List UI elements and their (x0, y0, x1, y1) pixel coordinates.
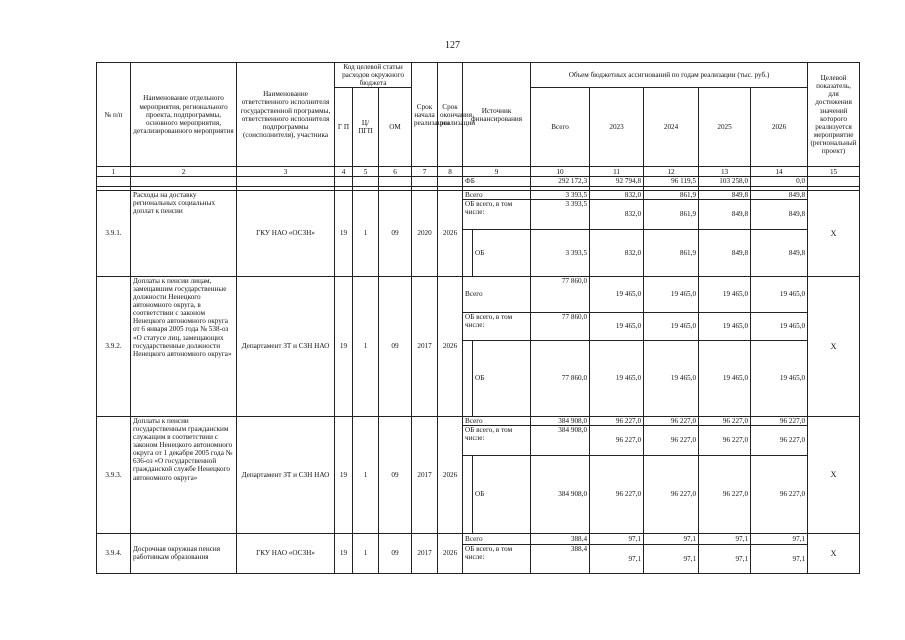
budget-table (96, 62, 860, 574)
item-gp: 19 (335, 276, 353, 416)
item-start: 2020 (412, 190, 438, 276)
item-target: Х (808, 416, 860, 533)
table-row (97, 416, 860, 425)
ob-all-total: 384 908,0 (531, 425, 590, 455)
total-2025: 96 227,0 (699, 416, 751, 425)
total-2023: 96 227,0 (590, 416, 644, 425)
col-number: 11 (590, 167, 644, 177)
total-2026: 849,8 (751, 190, 808, 199)
header-name: Наименование отдельного мероприятия, регионального проекта, подпрограммы, основного мероприятия, детализированного мероприятия (131, 63, 237, 167)
ob-all-2026: 19 465,0 (751, 312, 808, 340)
total-2024: 19 465,0 (644, 276, 699, 312)
total-2025: 97,1 (699, 533, 751, 544)
item-name: Доплаты к пенсии государственным гражданским служащим в соответствии с законом Ненецкого автономного округа от 1 декабря 2005 года № 636-оз «О государственной гражданской службе Ненецкого автономного округа» (131, 416, 237, 533)
ob-2023: 832,0 (590, 229, 644, 276)
item-name: Доплаты к пенсии лицам, замещавшим государственные должности Ненецкого автономного округа, в соответствии с законом Ненецкого автономного округа от 6 января 2005 года № 538-оз «О статусе лиц, замещающих государственные должности Ненецкого автономного округа» (131, 276, 237, 416)
col-number: 9 (463, 167, 531, 177)
ob-all-2025: 96 227,0 (699, 425, 751, 455)
header-year-2023: 2023 (590, 88, 644, 167)
source-total: Всего (463, 533, 531, 544)
item-gp: 19 (335, 416, 353, 533)
header-start: Срок начала реализации (412, 63, 438, 167)
header-volume: Объем бюджетных ассигнований по годам реализации (тыс. руб.) (531, 63, 808, 88)
header-gp: Г П (335, 88, 353, 167)
col-number: 7 (412, 167, 438, 177)
header-year-2025: 2025 (699, 88, 751, 167)
item-executor: Департамент ЗТ и СЗН НАО (237, 276, 335, 416)
header-executor: Наименование ответственного исполнителя государственной программы, ответственного исполнителя подпрограммы (соисполнителя), участника (237, 63, 335, 167)
total-all: 388,4 (531, 533, 590, 544)
total-2024: 861,9 (644, 190, 699, 199)
source-ob-all: ОБ всего, в том числе: (463, 312, 531, 340)
ob-total: 384 908,0 (531, 455, 590, 533)
ob-all-2025: 849,8 (699, 199, 751, 229)
header-year-2024: 2024 (644, 88, 699, 167)
ob-2023: 19 465,0 (590, 340, 644, 416)
item-pgp: 1 (353, 533, 379, 573)
item-end: 2026 (438, 533, 463, 573)
total-2026: 96 227,0 (751, 416, 808, 425)
col-number: 14 (751, 167, 808, 177)
table-row (97, 276, 860, 312)
total-2024: 96 227,0 (644, 416, 699, 425)
item-start: 2017 (412, 276, 438, 416)
ob-2026: 96 227,0 (751, 455, 808, 533)
total-2024: 97,1 (644, 533, 699, 544)
fb-2023: 92 794,8 (590, 177, 644, 186)
item-om: 09 (379, 190, 412, 276)
ob-2025: 96 227,0 (699, 455, 751, 533)
ob-2026: 849,8 (751, 229, 808, 276)
source-total: Всего (463, 276, 531, 312)
item-end: 2026 (438, 190, 463, 276)
col-number: 1 (97, 167, 131, 177)
ob-all-2024: 861,9 (644, 199, 699, 229)
col-number: 10 (531, 167, 590, 177)
source-total: Всего (463, 416, 531, 425)
total-all: 384 908,0 (531, 416, 590, 425)
header-pgp: Ц/ ПГП (353, 88, 379, 167)
source-total: Всего (463, 190, 531, 199)
ob-all-2024: 97,1 (644, 544, 699, 573)
table-row (97, 533, 860, 544)
col-number: 2 (131, 167, 237, 177)
ob-all-2024: 96 227,0 (644, 425, 699, 455)
ob-all-total: 77 860,0 (531, 312, 590, 340)
item-number: 3.9.4. (97, 533, 131, 573)
ob-2025: 19 465,0 (699, 340, 751, 416)
ob-all-2026: 97,1 (751, 544, 808, 573)
ob-all-2023: 19 465,0 (590, 312, 644, 340)
ob-2026: 19 465,0 (751, 340, 808, 416)
total-all: 77 860,0 (531, 276, 590, 312)
item-executor: ГКУ НАО «ОСЗН» (237, 533, 335, 573)
source-ob: ОБ (473, 229, 531, 276)
header-total: Всего (531, 88, 590, 167)
fb-2025: 103 258,0 (699, 177, 751, 186)
item-om: 09 (379, 416, 412, 533)
item-number: 3.9.2. (97, 276, 131, 416)
ob-total: 77 860,0 (531, 340, 590, 416)
total-2023: 19 465,0 (590, 276, 644, 312)
ob-all-2026: 849,8 (751, 199, 808, 229)
ob-2024: 861,9 (644, 229, 699, 276)
total-2026: 97,1 (751, 533, 808, 544)
col-number: 12 (644, 167, 699, 177)
item-pgp: 1 (353, 190, 379, 276)
col-number: 6 (379, 167, 412, 177)
source-ob: ОБ (473, 340, 531, 416)
item-om: 09 (379, 276, 412, 416)
total-all: 3 393,5 (531, 190, 590, 199)
item-pgp: 1 (353, 416, 379, 533)
total-2023: 832,0 (590, 190, 644, 199)
source-fb: ФБ (463, 177, 531, 186)
ob-all-2023: 97,1 (590, 544, 644, 573)
item-executor: Департамент ЗТ и СЗН НАО (237, 416, 335, 533)
page-number: 127 (445, 40, 460, 51)
header-code: Код целевой статьи расходов окружного бюджета (335, 63, 412, 88)
item-end: 2026 (438, 276, 463, 416)
col-number: 13 (699, 167, 751, 177)
header-num: № п/п (97, 63, 131, 167)
header-target: Целевой показатель, для достижения значений которого реализуется мероприятие (региональный проект) (808, 63, 860, 167)
ob-all-2026: 96 227,0 (751, 425, 808, 455)
fb-total: 292 172,3 (531, 177, 590, 186)
item-number: 3.9.3. (97, 416, 131, 533)
col-number: 8 (438, 167, 463, 177)
item-start: 2017 (412, 533, 438, 573)
item-target: Х (808, 533, 860, 573)
header-year-2026: 2026 (751, 88, 808, 167)
source-ob-all: ОБ всего, в том числе: (463, 544, 531, 573)
item-executor: ГКУ НАО «ОСЗН» (237, 190, 335, 276)
table-row (97, 190, 860, 199)
source-ob-all: ОБ всего, в том числе: (463, 199, 531, 229)
total-2025: 19 465,0 (699, 276, 751, 312)
col-number: 4 (335, 167, 353, 177)
fb-2026: 0,0 (751, 177, 808, 186)
ob-all-total: 3 393,5 (531, 199, 590, 229)
ob-2024: 96 227,0 (644, 455, 699, 533)
item-start: 2017 (412, 416, 438, 533)
ob-all-2025: 19 465,0 (699, 312, 751, 340)
item-number: 3.9.1. (97, 190, 131, 276)
ob-2025: 849,8 (699, 229, 751, 276)
col-number: 15 (808, 167, 860, 177)
item-name: Досрочная окружная пенсия работникам образования (131, 533, 237, 573)
ob-2024: 19 465,0 (644, 340, 699, 416)
fb-2024: 96 119,5 (644, 177, 699, 186)
col-number: 5 (353, 167, 379, 177)
item-name: Расходы на доставку региональных социальных доплат к пенсии (131, 190, 237, 276)
ob-2023: 96 227,0 (590, 455, 644, 533)
item-gp: 19 (335, 533, 353, 573)
col-number: 3 (237, 167, 335, 177)
header-om: ОМ (379, 88, 412, 167)
ob-total: 3 393,5 (531, 229, 590, 276)
ob-all-2023: 96 227,0 (590, 425, 644, 455)
item-pgp: 1 (353, 276, 379, 416)
ob-all-total: 388,4 (531, 544, 590, 573)
ob-all-2023: 832,0 (590, 199, 644, 229)
item-target: Х (808, 190, 860, 276)
source-ob: ОБ (473, 455, 531, 533)
header-end: Срок окончания реализации (438, 63, 463, 167)
header-source: Источник финансирования (463, 63, 531, 167)
source-ob-all: ОБ всего, в том числе: (463, 425, 531, 455)
item-om: 09 (379, 533, 412, 573)
total-2023: 97,1 (590, 533, 644, 544)
total-2026: 19 465,0 (751, 276, 808, 312)
ob-all-2025: 97,1 (699, 544, 751, 573)
total-2025: 849,8 (699, 190, 751, 199)
item-gp: 19 (335, 190, 353, 276)
item-target: Х (808, 276, 860, 416)
item-end: 2026 (438, 416, 463, 533)
ob-all-2024: 19 465,0 (644, 312, 699, 340)
